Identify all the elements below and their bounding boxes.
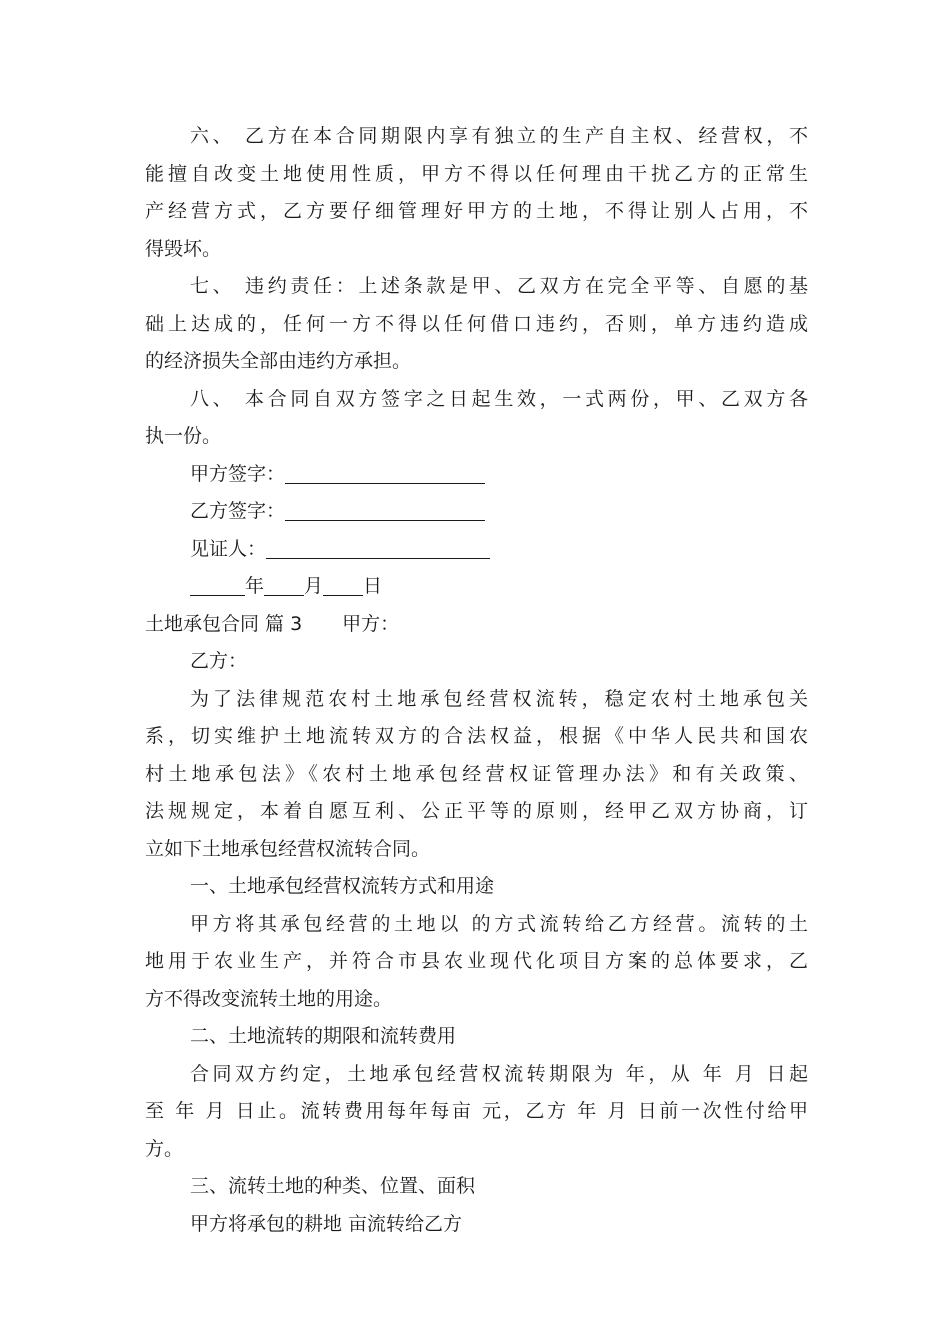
preamble-line-3: 村土地承包法》《农村土地承包经营权证管理办法》和有关政策、	[145, 762, 808, 785]
clause-6-line-1: 六、 乙方在本合同期限内享有独立的生产自主权、经营权，不	[190, 125, 808, 147]
party-a-signature-blank	[285, 459, 485, 484]
article-2-line-1: 合同双方约定，土地承包经营权流转期限为 年，从 年 月 日起	[190, 1062, 808, 1085]
month-blank	[264, 571, 304, 596]
section-title: 土地承包合同 篇 3	[145, 612, 303, 635]
year-label: 年	[245, 575, 265, 597]
article-3-heading: 三、流转土地的种类、位置、面积	[190, 1175, 476, 1197]
section-heading-row	[145, 606, 808, 644]
party-a-signature-row	[145, 456, 808, 494]
party-a-signature-label: 甲方签字：	[190, 462, 286, 485]
party-b-signature-label: 乙方签字：	[190, 500, 286, 522]
clause-7-line-1: 七、 违约责任：上述条款是甲、乙双方在完全平等、自愿的基	[190, 275, 808, 297]
article-1-line-1: 甲方将其承包经营的土地以 的方式流转给乙方经营。流转的土	[190, 912, 808, 935]
clause-8-line-1: 八、 本合同自双方签字之日起生效，一式两份，甲、乙双方各	[190, 387, 808, 410]
article-1-heading: 一、土地承包经营权流转方式和用途	[190, 875, 495, 897]
clause-6-line-3: 产经营方式，乙方要仔细管理好甲方的土地，不得让别人占用，不	[145, 200, 808, 222]
article-2-line-2: 至 年 月 日止。流转费用每年每亩 元，乙方 年 月 日前一次性付给甲	[145, 1100, 808, 1122]
witness-signature-row	[145, 531, 808, 569]
signature-date-row	[145, 568, 808, 606]
clause-6-line-4: 得毁坏。	[145, 237, 222, 260]
document-body	[145, 118, 808, 1243]
clause-6-line-2: 能擅自改变土地使用性质，甲方不得以任何理由干扰乙方的正常生	[145, 162, 808, 185]
clause-7-line-3: 的经济损失全部由违约方承担。	[145, 350, 412, 372]
preamble-line-1: 为了法律规范农村土地承包经营权流转，稳定农村土地承包关	[190, 687, 808, 710]
clause-7-line-2: 础上达成的，任何一方不得以任何借口违约，否则，单方违约造成	[145, 312, 808, 335]
witness-label: 见证人：	[190, 537, 267, 560]
preamble-line-2: 系，切实维护土地流转双方的合法权益，根据《中华人民共和国农	[145, 725, 808, 747]
preamble-line-5: 立如下土地承包经营权流转合同。	[145, 837, 431, 860]
article-3-line-1: 甲方将承包的耕地 亩流转给乙方	[190, 1212, 463, 1235]
party-b-signature-row	[145, 493, 808, 531]
article-1-line-2: 地用于农业生产，并符合市县农业现代化项目方案的总体要求，乙	[145, 950, 808, 972]
party-b-signature-blank	[285, 496, 485, 521]
witness-blank	[266, 534, 490, 559]
section-party-b: 乙方：	[190, 650, 248, 672]
section-party-a: 甲方：	[342, 612, 400, 635]
article-1-line-3: 方不得改变流转土地的用途。	[145, 987, 393, 1010]
year-blank	[190, 571, 245, 596]
month-label: 月	[304, 575, 324, 597]
preamble-line-4: 法规规定，本着自愿互利、公正平等的原则，经甲乙双方协商，订	[145, 800, 808, 822]
article-2-heading: 二、土地流转的期限和流转费用	[190, 1025, 457, 1047]
day-blank	[323, 571, 363, 596]
day-label: 日	[363, 575, 383, 597]
clause-8-line-2: 执一份。	[145, 425, 222, 447]
article-2-line-3: 方。	[145, 1137, 184, 1160]
